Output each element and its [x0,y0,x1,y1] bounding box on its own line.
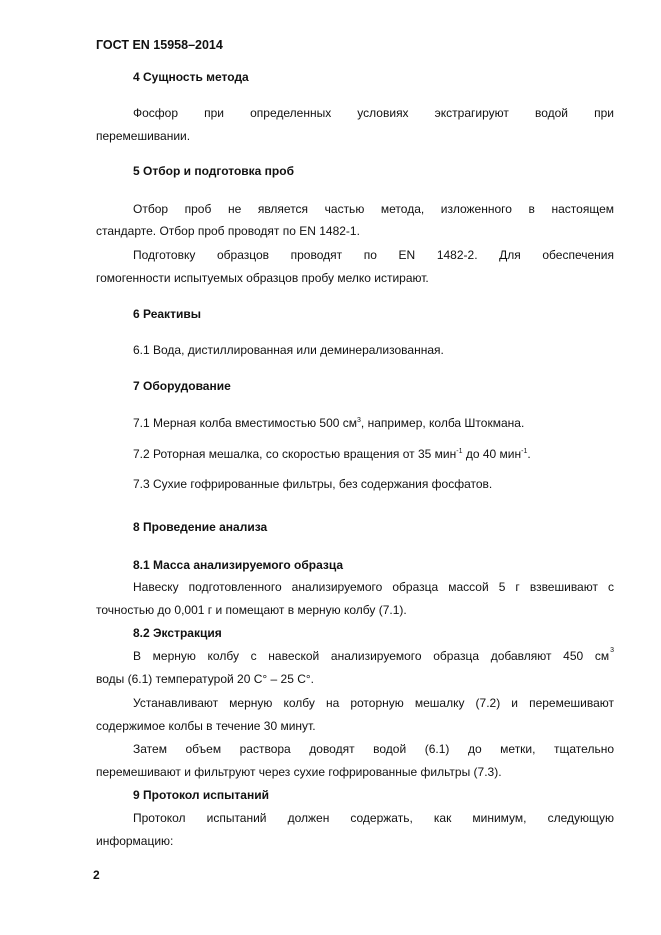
section-7-item-1 [133,416,524,430]
item-text: 7.1 Мерная колба вместимостью 500 см [133,416,358,430]
subsection-8-1-text-line: Навеску подготовленного анализируемого образца массой 5 г взвешивают с [133,580,614,594]
subsection-8-1-text-line: точностью до 0,001 г и помещают в мерную колбу (7.1). [96,603,407,617]
superscript: 3 [357,417,361,424]
subsection-8-2-text-line: содержимое колбы в течение 30 минут. [96,719,316,733]
section-4-text-line: перемешивании. [96,129,191,143]
document-header: ГОСТ EN 15958–2014 [96,38,223,52]
superscript: -1 [456,448,463,455]
section-5-text-line: Подготовку образцов проводят по EN 1482-2. Для обеспечения [133,248,614,262]
subsection-8-2-text-line: воды (6.1) температурой 20 С° – 25 С°. [96,672,315,686]
superscript: -1 [521,448,528,455]
page-number: 2 [93,868,100,882]
section-5-text-line: стандарте. Отбор проб проводят по EN 1482-1. [96,224,360,238]
section-9-title: 9 Протокол испытаний [133,788,269,802]
subsection-8-2-text-line: Устанавливают мерную колбу на роторную мешалку (7.2) и перемешивают [133,696,614,710]
section-8-title: 8 Проведение анализа [133,520,268,534]
item-text: до 40 мин [462,447,522,461]
subsection-8-2-title: 8.2 Экстракция [133,626,222,640]
section-9-text-line: информацию: [96,834,174,848]
section-4-title: 4 Сущность метода [133,70,249,84]
section-7-item-3: 7.3 Сухие гофрированные фильтры, без содержания фосфатов. [133,477,493,491]
item-text: , например, колба Штокмана. [360,416,525,430]
section-7-item-2 [133,447,531,461]
section-7-title: 7 Оборудование [133,379,231,393]
section-6-title: 6 Реактивы [133,307,201,321]
section-9-text-line: Протокол испытаний должен содержать, как минимум, следующую [133,811,614,825]
item-text: 7.2 Роторная мешалка, со скоростью вращения от 35 мин [133,447,457,461]
superscript: 3 [610,647,614,654]
subsection-8-2-text-line [133,649,614,663]
section-6-item: 6.1 Вода, дистиллированная или деминерализованная. [133,343,444,357]
section-4-text-line: Фосфор при определенных условиях экстрагируют водой при [133,106,614,120]
section-5-title: 5 Отбор и подготовка проб [133,164,295,178]
subsection-8-1-title: 8.1 Масса анализируемого образца [133,558,344,572]
section-5-text-line: Отбор проб не является частью метода, изложенного в настоящем [133,202,614,216]
item-text: . [527,447,531,461]
subsection-8-2-text-line: Затем объем раствора доводят водой (6.1) до метки, тщательно [133,742,614,756]
line-text: В мерную колбу с навеской анализируемого образца добавляют 450 см [133,649,610,663]
subsection-8-2-text-line: перемешивают и фильтруют через сухие гофрированные фильтры (7.3). [96,765,502,779]
section-5-text-line: гомогенности испытуемых образцов пробу мелко истирают. [96,271,429,285]
